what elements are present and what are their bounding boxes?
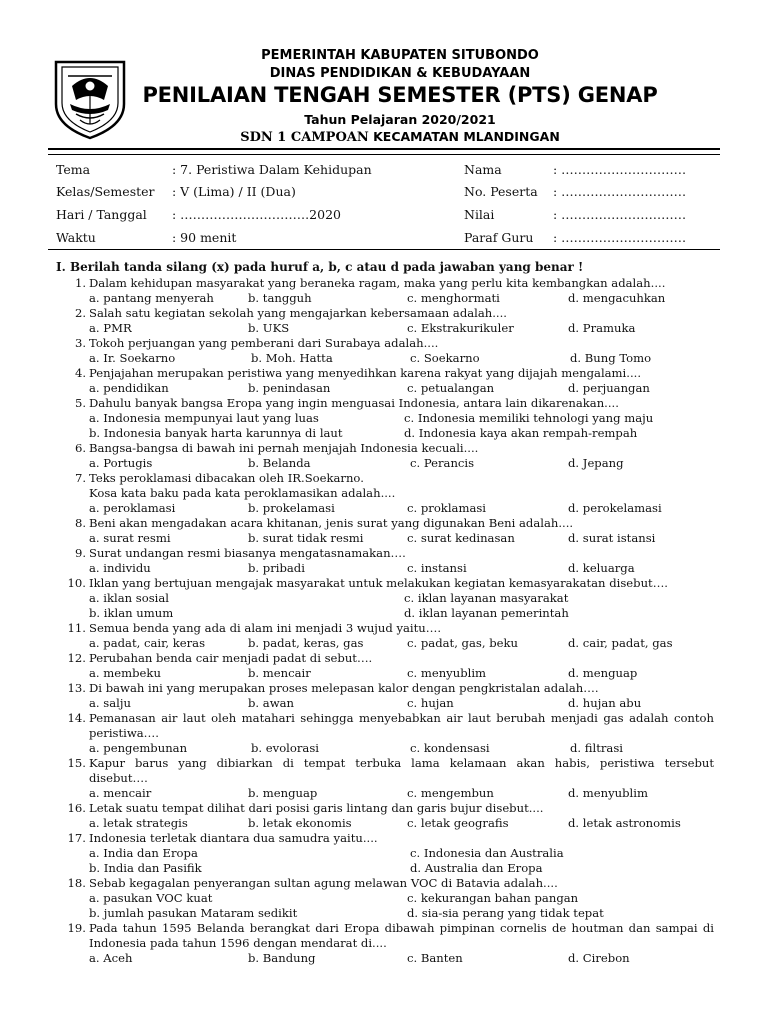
answer-option-a[interactable]: a. salju	[89, 696, 131, 710]
question-text-continued: peristiwa….	[89, 726, 159, 740]
info-label: Kelas/Semester	[56, 184, 155, 199]
answer-option-c[interactable]: c. petualangan	[407, 381, 495, 395]
student-info-block	[0, 155, 768, 255]
answer-option-a[interactable]: a. India dan Eropa	[89, 846, 198, 860]
academic-year: Tahun Pelajaran 2020/2021	[304, 112, 496, 127]
answer-option-a[interactable]: a. padat, cair, keras	[89, 636, 206, 650]
question-text: Di bawah ini yang merupakan proses melepasan kalor dengan pengkristalan adalah….	[89, 681, 599, 695]
answer-option-c[interactable]: c. letak geografis	[407, 816, 509, 830]
info-label: Nama	[464, 162, 502, 177]
question-number: 11.	[67, 621, 86, 635]
answer-option-c[interactable]: c. kekurangan bahan pangan	[407, 891, 579, 905]
answer-option-a[interactable]: a. Ir. Soekarno	[89, 351, 176, 365]
answer-option-a[interactable]: a. Portugis	[89, 456, 153, 470]
question-text: Teks peroklamasi dibacakan oleh IR.Soekarno.	[89, 471, 364, 485]
section-instruction: I. Berilah tanda silang (x) pada huruf a, b, c atau d pada jawaban yang benar !	[56, 260, 584, 274]
answer-option-b[interactable]: b. prokelamasi	[248, 501, 335, 515]
info-label: Tema	[56, 162, 91, 177]
answer-option-b[interactable]: b. Bandung	[248, 951, 316, 965]
question-text: Iklan yang bertujuan mengajak masyarakat untuk melakukan kegiatan kemasyarakatan disebut….	[89, 576, 668, 590]
answer-option-b[interactable]: b. evolorasi	[251, 741, 319, 755]
government-line: PEMERINTAH KABUPATEN SITUBONDO	[261, 48, 539, 63]
info-label: Nilai	[464, 207, 495, 222]
answer-option-b[interactable]: b. Moh. Hatta	[251, 351, 333, 365]
letterhead	[0, 0, 768, 160]
question-number: 16.	[67, 801, 86, 815]
answer-option-d[interactable]: d. menguap	[568, 666, 638, 680]
info-value: : 7. Peristiwa Dalam Kehidupan	[172, 162, 372, 177]
answer-option-b[interactable]: b. jumlah pasukan Mataram sedikit	[89, 906, 298, 920]
question-number: 18.	[67, 876, 86, 890]
answer-option-d[interactable]: d. surat istansi	[568, 531, 656, 545]
answer-option-c[interactable]: c. padat, gas, beku	[407, 636, 518, 650]
question-number: 2.	[74, 306, 86, 320]
answer-option-d[interactable]: d. cair, padat, gas	[568, 636, 673, 650]
situbondo-crest-icon	[50, 52, 130, 140]
answer-option-b[interactable]: b. menguap	[248, 786, 318, 800]
question-text: Pemanasan air laut oleh matahari sehingga menyebabkan air laut berubah menjadi gas adalah contoh	[89, 711, 714, 725]
question-text: Dalam kehidupan masyarakat yang beraneka ragam, maka yang perlu kita kembangkan adalah....	[89, 276, 666, 290]
question-text-continued: Kosa kata baku pada kata peroklamasikan adalah....	[89, 486, 396, 500]
school-name: SDN 1 CAMPOAN	[240, 130, 369, 145]
answer-option-c[interactable]: c. instansi	[407, 561, 467, 575]
question-number: 7.	[74, 471, 86, 485]
answer-option-a[interactable]: a. PMR	[89, 321, 132, 335]
answer-option-d[interactable]: d. keluarga	[568, 561, 635, 575]
question-text: Bangsa-bangsa di bawah ini pernah menjajah Indonesia kecuali....	[89, 441, 479, 455]
answer-option-d[interactable]: d. Indonesia kaya akan rempah-rempah	[404, 426, 638, 440]
answer-option-b[interactable]: b. letak ekonomis	[248, 816, 352, 830]
answer-option-d[interactable]: d. Australia dan Eropa	[410, 861, 543, 875]
question-number: 17.	[67, 831, 86, 845]
school-line	[130, 129, 670, 145]
answer-option-a[interactable]: a. pendidikan	[89, 381, 169, 395]
answer-option-a[interactable]: a. individu	[89, 561, 151, 575]
answer-option-a[interactable]: a. membeku	[89, 666, 161, 680]
answer-option-b[interactable]: b. mencair	[248, 666, 311, 680]
answer-option-d[interactable]: d. Pramuka	[568, 321, 636, 335]
question-text: Indonesia terletak diantara dua samudra yaitu....	[89, 831, 378, 845]
answer-option-a[interactable]: a. pasukan VOC kuat	[89, 891, 213, 905]
info-label: No. Peserta	[464, 184, 538, 199]
answer-option-c[interactable]: c. proklamasi	[407, 501, 487, 515]
question-text: Kapur barus yang dibiarkan di tempat terbuka lama kelamaan akan habis, peristiwa tersebut	[89, 756, 714, 770]
answer-option-a[interactable]: a. pantang menyerah	[89, 291, 214, 305]
info-bottom-border	[48, 249, 720, 250]
answer-option-d[interactable]: d. hujan abu	[568, 696, 642, 710]
answer-option-c[interactable]: c. Banten	[407, 951, 463, 965]
info-value: : 90 menit	[172, 230, 237, 245]
question-number: 14.	[67, 711, 86, 725]
question-number: 19.	[67, 921, 86, 935]
answer-option-d[interactable]: d. iklan layanan pemerintah	[404, 606, 569, 620]
question-text: Sebab kegagalan penyerangan sultan agung melawan VOC di Batavia adalah....	[89, 876, 558, 890]
answer-option-d[interactable]: d. Jepang	[568, 456, 624, 470]
answer-option-a[interactable]: a. mencair	[89, 786, 152, 800]
answer-option-b[interactable]: b. awan	[248, 696, 295, 710]
answer-option-c[interactable]: c. surat kedinasan	[407, 531, 515, 545]
question-number: 12.	[67, 651, 86, 665]
answer-option-b[interactable]: b. surat tidak resmi	[248, 531, 364, 545]
name-field[interactable]: : …………………………	[553, 162, 687, 177]
answer-option-c[interactable]: c. Soekarno	[410, 351, 480, 365]
answer-option-c[interactable]: c. iklan layanan masyarakat	[404, 591, 569, 605]
question-text: Salah satu kegiatan sekolah yang mengajarkan kebersamaan adalah....	[89, 306, 507, 320]
answer-option-c[interactable]: c. Indonesia memiliki tehnologi yang maju	[404, 411, 654, 425]
answer-option-c[interactable]: c. mengembun	[407, 786, 494, 800]
info-label: Paraf Guru	[464, 230, 534, 245]
answer-option-c[interactable]: c. menyublim	[407, 666, 487, 680]
date-field[interactable]: : ………………………….2020	[172, 207, 341, 222]
question-number: 5.	[74, 396, 86, 410]
question-text: Penjajahan merupakan peristiwa yang menyedihkan karena rakyat yang dijajah mengalami....	[89, 366, 642, 380]
question-number: 10.	[67, 576, 86, 590]
district-name: KECAMATAN MLANDINGAN	[368, 129, 560, 144]
question-text: Pada tahun 1595 Belanda berangkat dari Eropa dibawah pimpinan cornelis de houtman dan sampai di	[89, 921, 714, 935]
answer-option-d[interactable]: d. mengacuhkan	[568, 291, 666, 305]
answer-option-a[interactable]: a. letak strategis	[89, 816, 188, 830]
question-text: Letak suatu tempat dilihat dari posisi garis lintang dan garis bujur disebut....	[89, 801, 544, 815]
question-text-continued: Indonesia pada tahun 1596 dengan mendarat di....	[89, 936, 387, 950]
answer-option-b[interactable]: b. padat, keras, gas	[248, 636, 364, 650]
answer-option-a[interactable]: a. pengembunan	[89, 741, 188, 755]
question-text: Perubahan benda cair menjadi padat di sebut….	[89, 651, 373, 665]
question-text: Tokoh perjuangan yang pemberani dari Surabaya adalah....	[89, 336, 439, 350]
question-text: Beni akan mengadakan acara khitanan, jenis surat yang digunakan Beni adalah....	[89, 516, 574, 530]
answer-option-b[interactable]: b. penindasan	[248, 381, 331, 395]
answer-option-a[interactable]: a. peroklamasi	[89, 501, 176, 515]
question-text: Dahulu banyak bangsa Eropa yang ingin menguasai Indonesia, antara lain dikarenakan....	[89, 396, 619, 410]
answer-option-d[interactable]: d. Bung Tomo	[570, 351, 652, 365]
answer-option-d[interactable]: d. letak astronomis	[568, 816, 681, 830]
question-text-continued: disebut….	[89, 771, 148, 785]
question-text: Semua benda yang ada di alam ini menjadi 3 wujud yaitu….	[89, 621, 442, 635]
question-text: Surat undangan resmi biasanya mengatasnamakan….	[89, 546, 406, 560]
answer-option-c[interactable]: c. Perancis	[410, 456, 475, 470]
question-number: 8.	[74, 516, 86, 530]
header-rule	[48, 148, 720, 150]
answer-option-d[interactable]: d. perokelamasi	[568, 501, 662, 515]
answer-option-c[interactable]: c. menghormati	[407, 291, 500, 305]
answer-option-a[interactable]: a. Indonesia mempunyai laut yang luas	[89, 411, 319, 425]
answer-option-d[interactable]: d. Cirebon	[568, 951, 630, 965]
answer-option-b[interactable]: b. Belanda	[248, 456, 311, 470]
answer-option-d[interactable]: d. menyublim	[568, 786, 648, 800]
exam-title: PENILAIAN TENGAH SEMESTER (PTS) GENAP	[142, 83, 658, 107]
answer-option-c[interactable]: c. hujan	[407, 696, 454, 710]
answer-option-b[interactable]: b. UKS	[248, 321, 290, 335]
score-field[interactable]: : …………………………	[553, 207, 687, 222]
department-line: DINAS PENDIDIKAN & KEBUDAYAAN	[269, 66, 531, 81]
answer-option-a[interactable]: a. iklan sosial	[89, 591, 169, 605]
question-number: 13.	[67, 681, 86, 695]
answer-option-c[interactable]: c. kondensasi	[410, 741, 490, 755]
participant-number-field[interactable]: : …………………………	[553, 184, 687, 199]
info-label: Waktu	[56, 230, 96, 245]
answer-option-d[interactable]: d. sia-sia perang yang tidak tepat	[407, 906, 604, 920]
question-number: 4.	[74, 366, 86, 380]
answer-option-b[interactable]: b. pribadi	[248, 561, 305, 575]
answer-option-a[interactable]: a. surat resmi	[89, 531, 171, 545]
answer-option-c[interactable]: c. Indonesia dan Australia	[410, 846, 564, 860]
answer-option-d[interactable]: d. perjuangan	[568, 381, 650, 395]
answer-option-c[interactable]: c. Ekstrakurikuler	[407, 321, 514, 335]
question-number: 9.	[74, 546, 86, 560]
teacher-signature-field[interactable]: : …………………………	[553, 230, 687, 245]
question-number: 6.	[74, 441, 86, 455]
answer-option-d[interactable]: d. filtrasi	[570, 741, 624, 755]
question-number: 1.	[74, 276, 86, 290]
info-label: Hari / Tanggal	[56, 207, 147, 222]
answer-option-b[interactable]: b. tangguh	[248, 291, 312, 305]
question-number: 15.	[67, 756, 86, 770]
question-number: 3.	[74, 336, 86, 350]
answer-option-b[interactable]: b. India dan Pasifik	[89, 861, 202, 875]
answer-option-b[interactable]: b. iklan umum	[89, 606, 174, 620]
answer-option-a[interactable]: a. Aceh	[89, 951, 133, 965]
info-value: : V (Lima) / II (Dua)	[172, 184, 296, 199]
answer-option-b[interactable]: b. Indonesia banyak harta karunnya di laut	[89, 426, 343, 440]
